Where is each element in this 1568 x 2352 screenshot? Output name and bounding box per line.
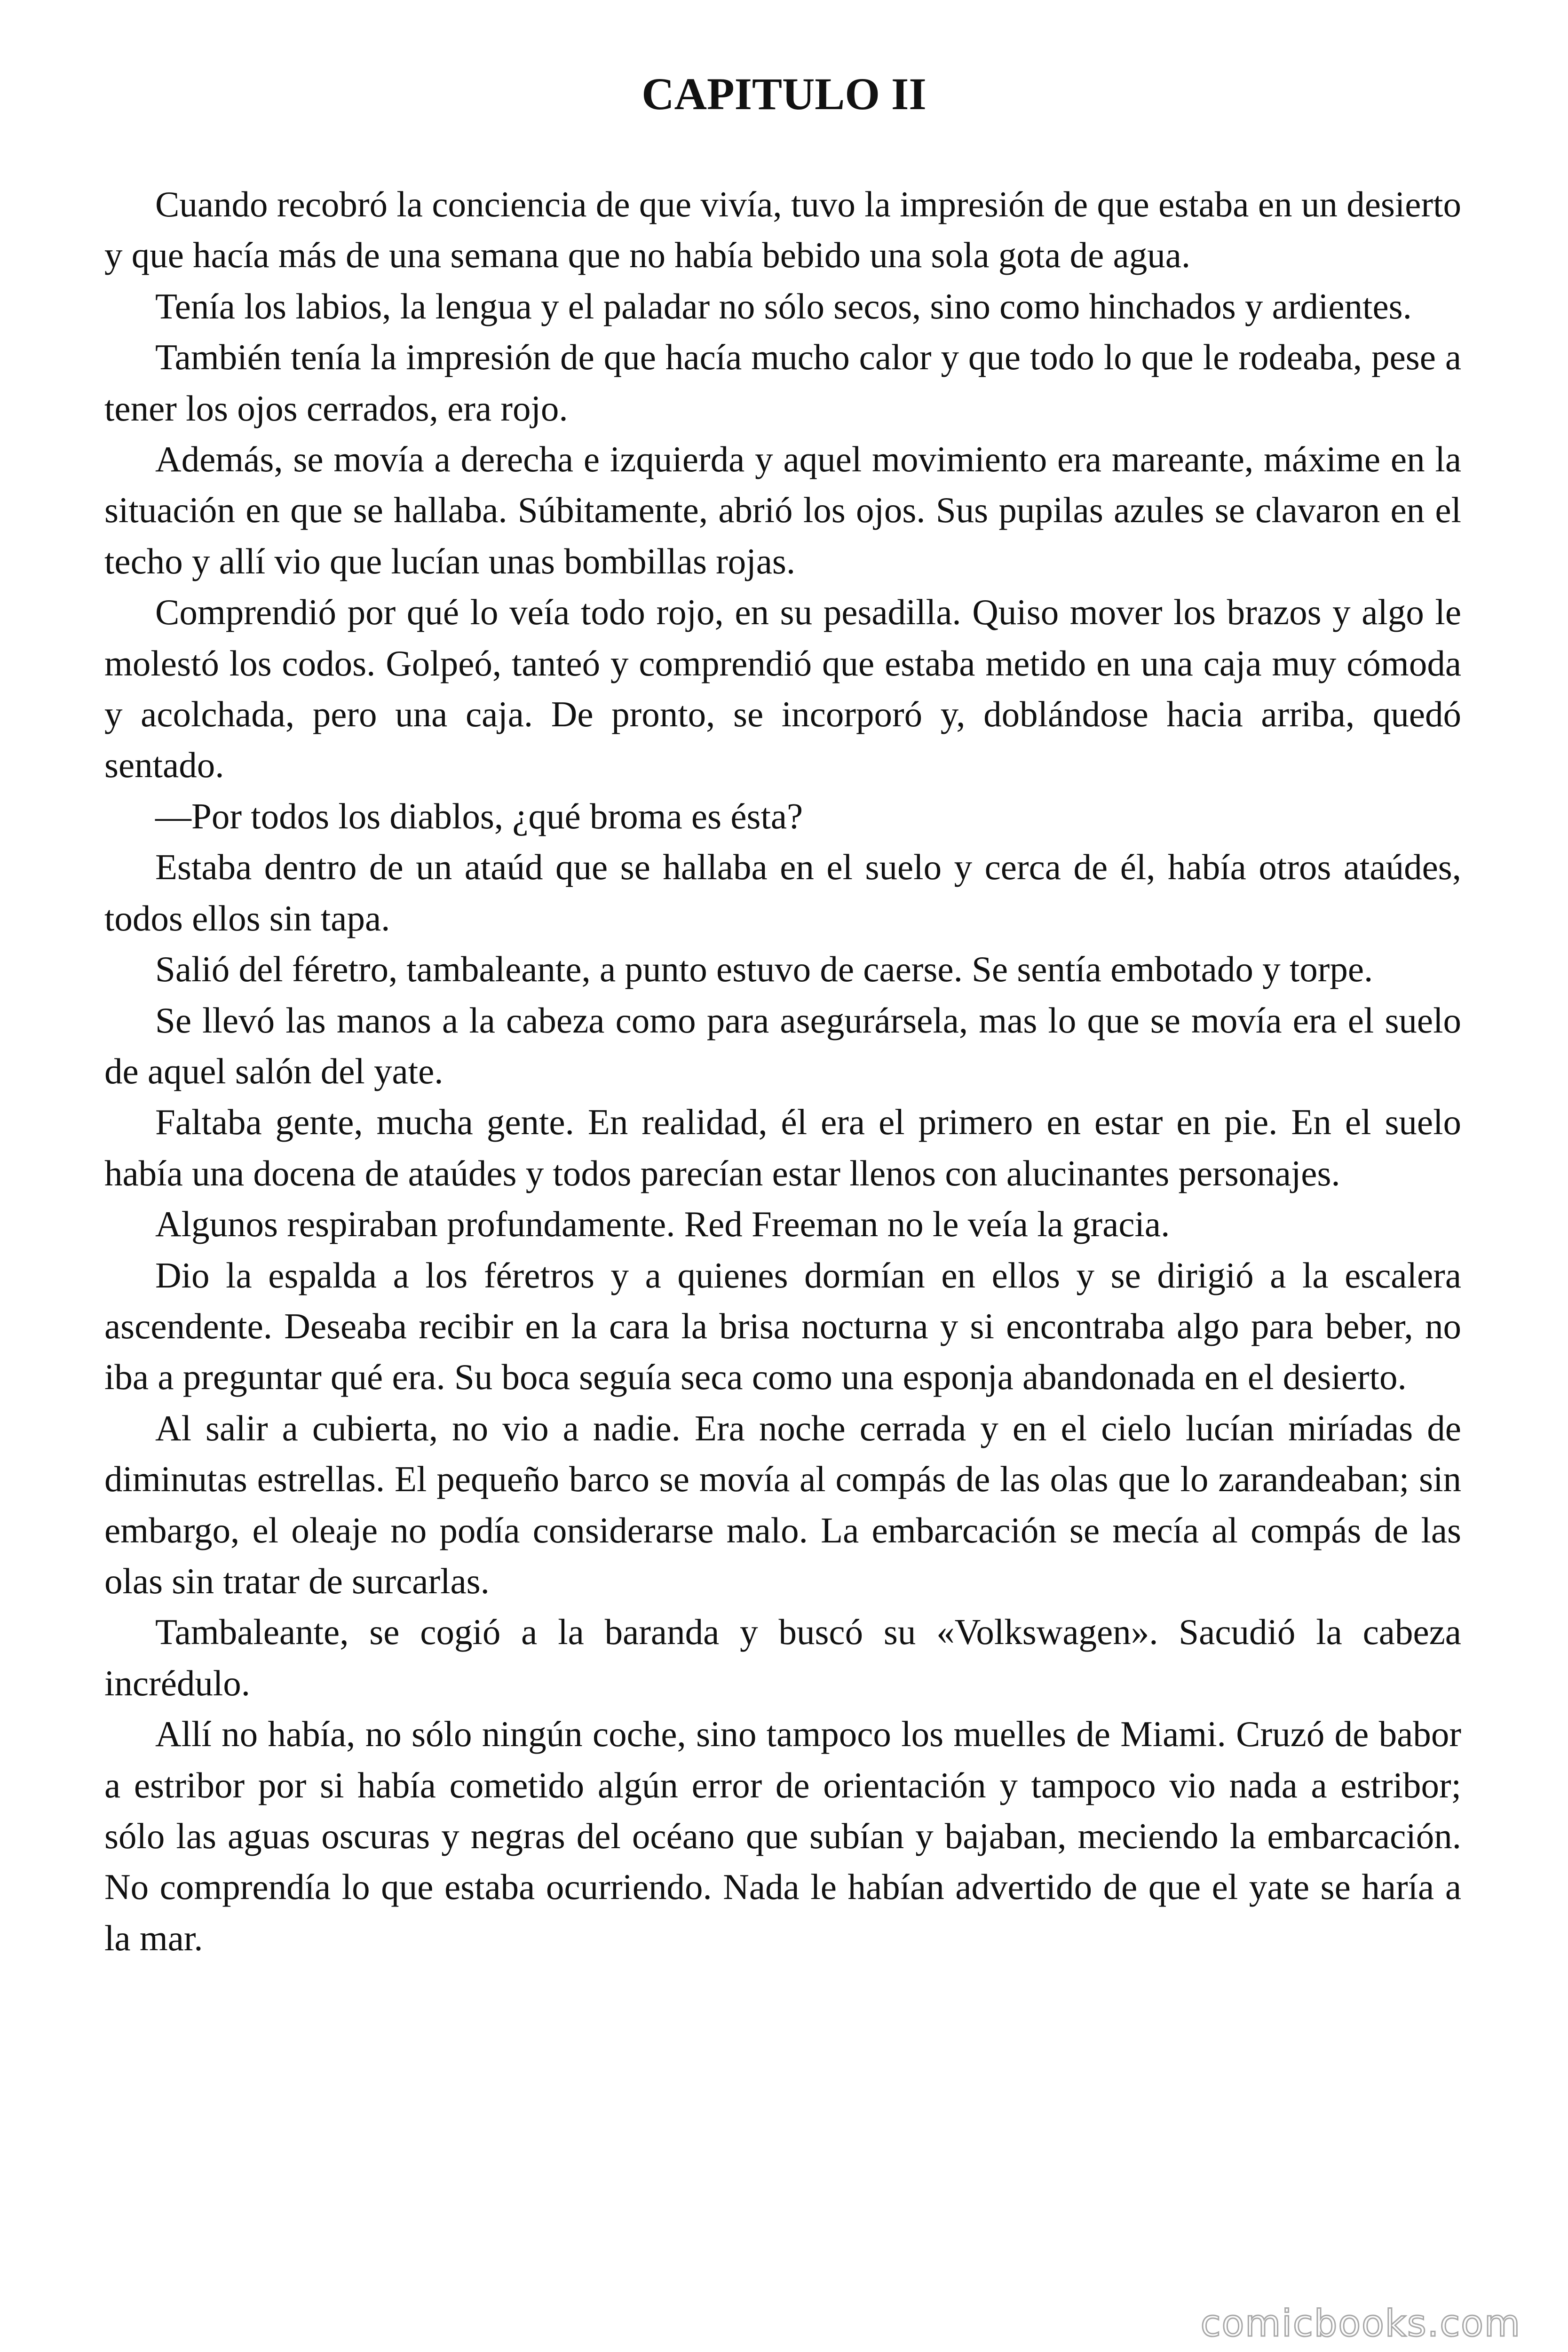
paragraph: Salió del féretro, tambaleante, a punto estuvo de caerse. Se sentía embotado y torpe. — [155, 949, 1373, 990]
paragraph: Faltaba gente, mucha gente. En realidad, él era el primero en estar en pie. En el suelo había una docena de ataúdes y todos parecían estar llenos con alucinantes personajes. — [104, 1102, 1461, 1193]
paragraph: Algunos respiraban profundamente. Red Freeman no le veía la gracia. — [155, 1204, 1170, 1245]
paragraph: Al salir a cubierta, no vio a nadie. Era noche cerrada y en el cielo lucían miríadas de diminutas estrellas. El pequeño barco se movía al compás de las olas que lo zarandeaban; sin embargo, el oleaje no podía considerarse malo. La embarcación se mecía al compás de las olas sin tratar de surcarlas. — [104, 1407, 1461, 1601]
watermark: comicbooks.com — [1200, 2303, 1521, 2345]
paragraph: Dio la espalda a los féretros y a quienes dormían en ellos y se dirigió a la escalera ascendente. Deseaba recibir en la cara la brisa nocturna y si encontraba algo para beber, no iba a preguntar qué era. Su boca seguía seca como una esponja abandonada en el desierto. — [104, 1255, 1461, 1398]
paragraph: Se llevó las manos a la cabeza como para asegurársela, mas lo que se movía era el suelo de aquel salón del yate. — [104, 1000, 1461, 1091]
paragraph: Tambaleante, se cogió a la baranda y buscó su «Volkswagen». Sacudió la cabeza incrédulo. — [104, 1612, 1461, 1703]
paragraph: Cuando recobró la conciencia de que vivía, tuvo la impresión de que estaba en un desierto y que hacía más de una semana que no había bebido una sola gota de agua. — [104, 184, 1461, 276]
paragraph: Además, se movía a derecha e izquierda y aquel movimiento era mareante, máxime en la situación en que se hallaba. Súbitamente, abrió los ojos. Sus pupilas azules se clavaron en el techo y allí vio que lucían unas bombillas rojas. — [104, 439, 1461, 581]
paragraph: Comprendió por qué lo veía todo rojo, en su pesadilla. Quiso mover los brazos y algo le molestó los codos. Golpeó, tanteó y comprendió que estaba metido en una caja muy cómoda y acolchada, pero una caja. De pronto, se incorporó y, doblándose hacia arriba, quedó sentado. — [104, 592, 1461, 786]
paragraph: Tenía los labios, la lengua y el paladar no sólo secos, sino como hinchados y ardientes. — [155, 286, 1412, 326]
chapter-body — [104, 179, 1461, 1963]
paragraph: —Por todos los diablos, ¿qué broma es ésta? — [155, 795, 803, 836]
paragraph: Allí no había, no sólo ningún coche, sino tampoco los muelles de Miami. Cruzó de babor a estribor por si había cometido algún error de orientación y tampoco vio nada a estribor; sólo las aguas oscuras y negras del océano que subían y bajaban, meciendo la embarcación. No comprendía lo que estaba ocurriendo. Nada le habían advertido de que el yate se haría a la mar. — [104, 1714, 1461, 1958]
paragraph: También tenía la impresión de que hacía mucho calor y que todo lo que le rodeaba, pese a tener los ojos cerrados, era rojo. — [104, 337, 1461, 429]
paragraph: Estaba dentro de un ataúd que se hallaba en el suelo y cerca de él, había otros ataúdes, todos ellos sin tapa. — [104, 847, 1461, 938]
chapter-title: CAPITULO II — [641, 69, 927, 119]
